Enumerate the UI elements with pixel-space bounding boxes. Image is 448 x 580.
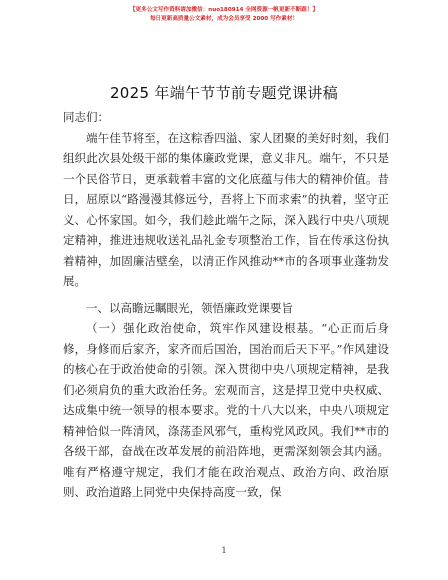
body-paragraph-intro: 端午佳节将至，在这粽香四溢、家人团聚的美好时刻，我们组织此次县处级干部的集体廉政党课，意义非凡。端午，不只是一个民俗节日，更承载着丰富的文化底蕴与伟大的精神价值。昔日，屈原以“路漫漫其修远兮，吾将上下而求索”的执着，坚守正义、心怀家国。如今，我们趁此端午之际，深入践行中央八项规定精神，推进违规收送礼品礼金专项整治工作，旨在传承这份执着精神，加固廉洁壁垒，以清正作风推动**市的各项事业蓬勃发展。 (63, 130, 389, 288)
promo-banner (0, 6, 448, 24)
document-title: 2025 年端午节节前专题党课讲稿 (109, 84, 339, 102)
section-heading-1: 一、以高瞻远瞩眼光，领悟廉政党课要旨 (86, 300, 293, 315)
promo-banner-line-2: 每日更新高质量公文素材，成为会员享受 2000 写作素材！ (149, 16, 299, 22)
page-number: 1 (221, 546, 227, 555)
promo-banner-line-1: 【更多公文写作资料请加微信：nuo180914 全网资源一帆更新不断跟！】 (129, 7, 319, 13)
document-body (63, 107, 389, 503)
salutation: 同志们： (63, 110, 109, 124)
body-paragraph-1: （一）强化政治使命，筑牢作风建设根基。“心正而后身修，身修而后家齐，家齐而后国治，国治而后天下平。”作风建设的核心在于政治使命的引领。深入贯彻中央八项规定精神，是我们必须肩负的重大政治任务。宏观而言，这是捍卫党中央权威、达成集中统一领导的根本要求。党的十八大以来，中央八项规定精神恰似一阵清风，涤荡歪风邪气，重构党风政风。我们**市的各级干部，奋战在改革发展的前沿阵地，更需深刻领会其内涵。唯有严格遵守规定，我们才能在政治观点、政治方向、政治原则、政治道路上同党中央保持高度一致，保 (63, 321, 389, 499)
